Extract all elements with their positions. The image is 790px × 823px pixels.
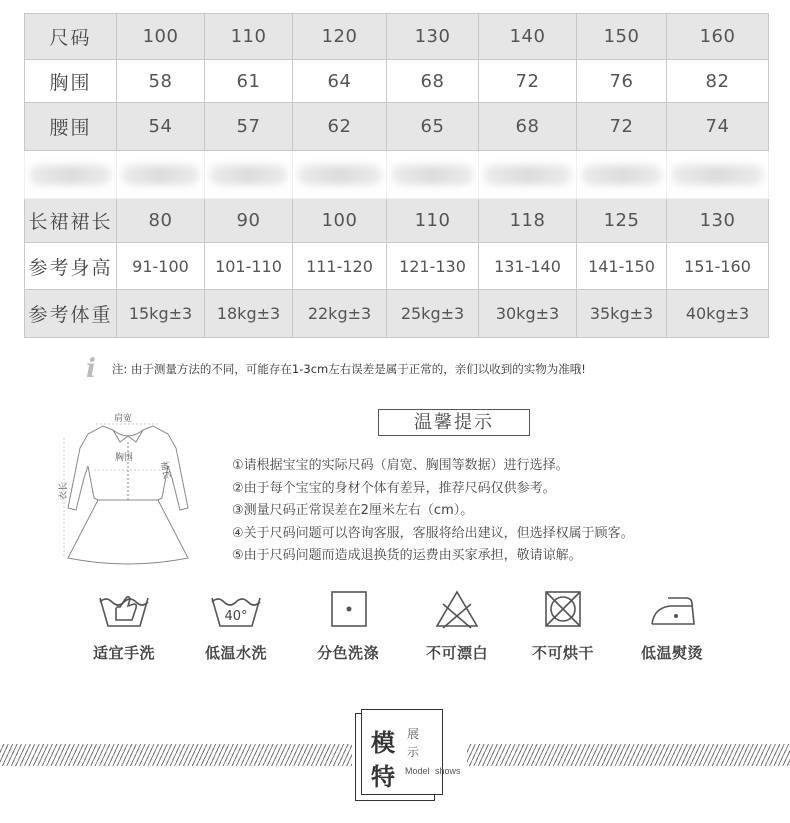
tip-item: ③测量尺码正常误差在2厘米左右（cm）。 (232, 503, 474, 518)
left-hatch-divider (0, 744, 352, 766)
cell: 30kg±3 (479, 290, 577, 338)
care-separate-wash (303, 590, 393, 663)
length-label: 衣长 (59, 481, 69, 500)
cell: 111-120 (293, 243, 387, 290)
weight-row (25, 290, 769, 338)
wash-40-icon (208, 590, 264, 630)
model-big-char: 模 (371, 728, 395, 757)
blurred-cell (293, 151, 387, 199)
size-table (24, 13, 769, 338)
blurred-cell (577, 151, 667, 199)
blurred-cell (25, 151, 117, 199)
cell: 68 (387, 60, 479, 103)
care-label: 低温熨烫 (640, 644, 703, 662)
row-label: 尺码 (25, 14, 117, 60)
no-bleach-icon (429, 590, 485, 630)
measurement-note (86, 356, 586, 382)
cell: 101-110 (205, 243, 293, 290)
cell: 121-130 (387, 243, 479, 290)
row-label: 参考身高 (25, 243, 117, 290)
cell: 118 (479, 199, 577, 243)
cell: 91-100 (117, 243, 205, 290)
cell: 120 (293, 14, 387, 60)
care-label: 不可漂白 (425, 644, 488, 662)
tip-item: ④关于尺码问题可以咨询客服，客服将给出建议，但选择权属于顾客。 (232, 525, 634, 541)
cell: 64 (293, 60, 387, 103)
model-shows-title (355, 709, 461, 803)
cell: 130 (387, 14, 479, 60)
care-hand-wash (79, 590, 169, 663)
cell: 131-140 (479, 243, 577, 290)
cell: 80 (117, 199, 205, 243)
low-iron-icon (644, 590, 700, 630)
model-en-text: shows (435, 766, 461, 776)
blurred-row (25, 151, 769, 199)
cell: 150 (577, 14, 667, 60)
no-tumble-dry-icon (535, 590, 591, 630)
cell: 110 (205, 14, 293, 60)
size-row (25, 14, 769, 60)
care-label: 分色洗涤 (316, 644, 379, 662)
cell: 130 (667, 199, 769, 243)
row-label: 参考体重 (25, 290, 117, 338)
blurred-cell (479, 151, 577, 199)
care-wash-40 (191, 590, 281, 663)
cell: 61 (205, 60, 293, 103)
cell: 140 (479, 14, 577, 60)
care-label: 低温水洗 (204, 644, 267, 662)
cell: 76 (577, 60, 667, 103)
cell: 125 (577, 199, 667, 243)
hand-wash-icon (96, 590, 152, 630)
blurred-cell (117, 151, 205, 199)
sleeve-label: 袖长 (158, 460, 172, 480)
dress-outline-icon (58, 408, 198, 573)
dress-diagram (58, 408, 198, 573)
cell: 68 (479, 103, 577, 151)
separate-wash-icon (320, 590, 376, 630)
cell: 65 (387, 103, 479, 151)
cell: 90 (205, 199, 293, 243)
row-label: 胸围 (25, 60, 117, 103)
cell: 58 (117, 60, 205, 103)
tips-title: 温馨提示 (378, 409, 530, 436)
care-low-iron (627, 590, 717, 663)
cell: 35kg±3 (577, 290, 667, 338)
model-big-char: 特 (371, 762, 395, 791)
shoulder-label: 肩宽 (114, 414, 133, 424)
model-small-char: 展 (407, 727, 420, 741)
cell: 15kg±3 (117, 290, 205, 338)
cell: 72 (479, 60, 577, 103)
cell: 151-160 (667, 243, 769, 290)
cell: 160 (667, 14, 769, 60)
cell: 62 (293, 103, 387, 151)
wash-temp-text: 40° (224, 609, 248, 624)
blurred-cell (205, 151, 293, 199)
care-no-bleach (412, 590, 502, 663)
cell: 57 (205, 103, 293, 151)
chest-row (25, 60, 769, 103)
cell: 40kg±3 (667, 290, 769, 338)
right-hatch-divider (467, 744, 790, 766)
tip-item: ⑤由于尺码问题而造成退换货的运费由买家承担，敬请谅解。 (232, 548, 582, 563)
tip-item: ②由于每个宝宝的身材个体有差异，推荐尺码仅供参考。 (232, 480, 556, 496)
care-label: 不可烘干 (531, 644, 594, 662)
tip-item: ①请根据宝宝的实际尺码（肩宽、胸围等数据）进行选择。 (232, 458, 569, 473)
waist-row (25, 103, 769, 151)
chest-label: 胸围 (115, 453, 134, 463)
model-en-text: Model (405, 766, 430, 776)
cell: 22kg±3 (293, 290, 387, 338)
cell: 110 (387, 199, 479, 243)
height-row (25, 243, 769, 290)
cell: 100 (293, 199, 387, 243)
cell: 100 (117, 14, 205, 60)
cell: 141-150 (577, 243, 667, 290)
blurred-cell (387, 151, 479, 199)
dress-length-row (25, 199, 769, 243)
tips-list (232, 455, 634, 568)
model-small-char: 示 (407, 745, 420, 759)
cell: 54 (117, 103, 205, 151)
care-no-tumble-dry (518, 590, 608, 663)
cell: 72 (577, 103, 667, 151)
note-text: 注: 由于测量方法的不同，可能存在1-3cm左右误差是属于正常的，亲们以收到的实物为准哦! (111, 362, 586, 376)
row-label: 长裙裙长 (25, 199, 117, 243)
info-i-icon: i (86, 354, 96, 384)
cell: 25kg±3 (387, 290, 479, 338)
care-label: 适宜手洗 (92, 644, 155, 662)
row-label: 腰围 (25, 103, 117, 151)
cell: 74 (667, 103, 769, 151)
cell: 82 (667, 60, 769, 103)
cell: 18kg±3 (205, 290, 293, 338)
blurred-cell (667, 151, 769, 199)
